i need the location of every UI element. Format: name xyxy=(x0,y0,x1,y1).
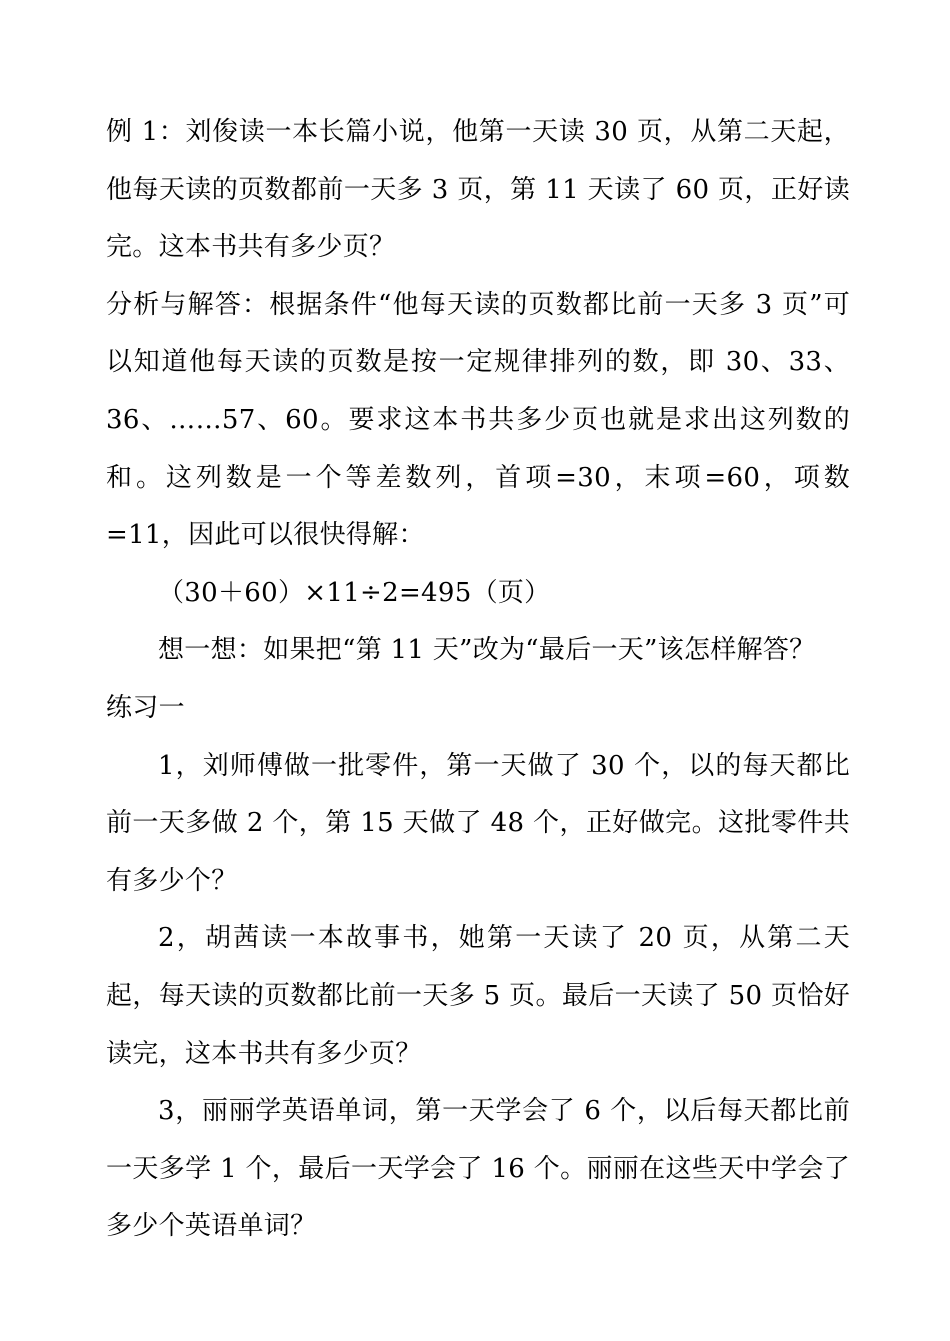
solution-formula: （30＋60）×11÷2=495（页） xyxy=(158,577,551,608)
document-body xyxy=(106,104,850,1256)
think-about-it: 想一想：如果把“第 11 天”改为“最后一天”该怎样解答？ xyxy=(158,635,816,666)
exercise-3: 3，丽丽学英语单词，第一天学会了 6 个，以后每天都比前一天多学 1 个，最后一天学会了 16 个。丽丽在这些天中学会了多少个英语单词？ xyxy=(106,1096,850,1242)
exercise-heading: 练习一 xyxy=(106,692,185,723)
exercise-2: 2，胡茜读一本故事书，她第一天读了 20 页，从第二天起，每天读的页数都比前一天多 5 页。最后一天读了 50 页恰好读完，这本书共有多少页？ xyxy=(106,923,850,1069)
example-1-problem: 例 1：刘俊读一本长篇小说，他第一天读 30 页，从第二天起，他每天读的页数都前一天多 3 页，第 11 天读了 60 页，正好读完。这本书共有多少页？ xyxy=(106,117,850,263)
analysis-and-solution: 分析与解答：根据条件“他每天读的页数都比前一天多 3 页”可以知道他每天读的页数是按一定规律排列的数，即 30、33、36、……57、60。要求这本书共多少页也就是求出这列数的和。这列数是一个等差数列，首项=30，末项=60，项数=11，因此可以很快得解： xyxy=(106,289,850,551)
exercise-1: 1，刘师傅做一批零件，第一天做了 30 个，以的每天都比前一天多做 2 个，第 15 天做了 48 个，正好做完。这批零件共有多少个？ xyxy=(106,750,850,896)
